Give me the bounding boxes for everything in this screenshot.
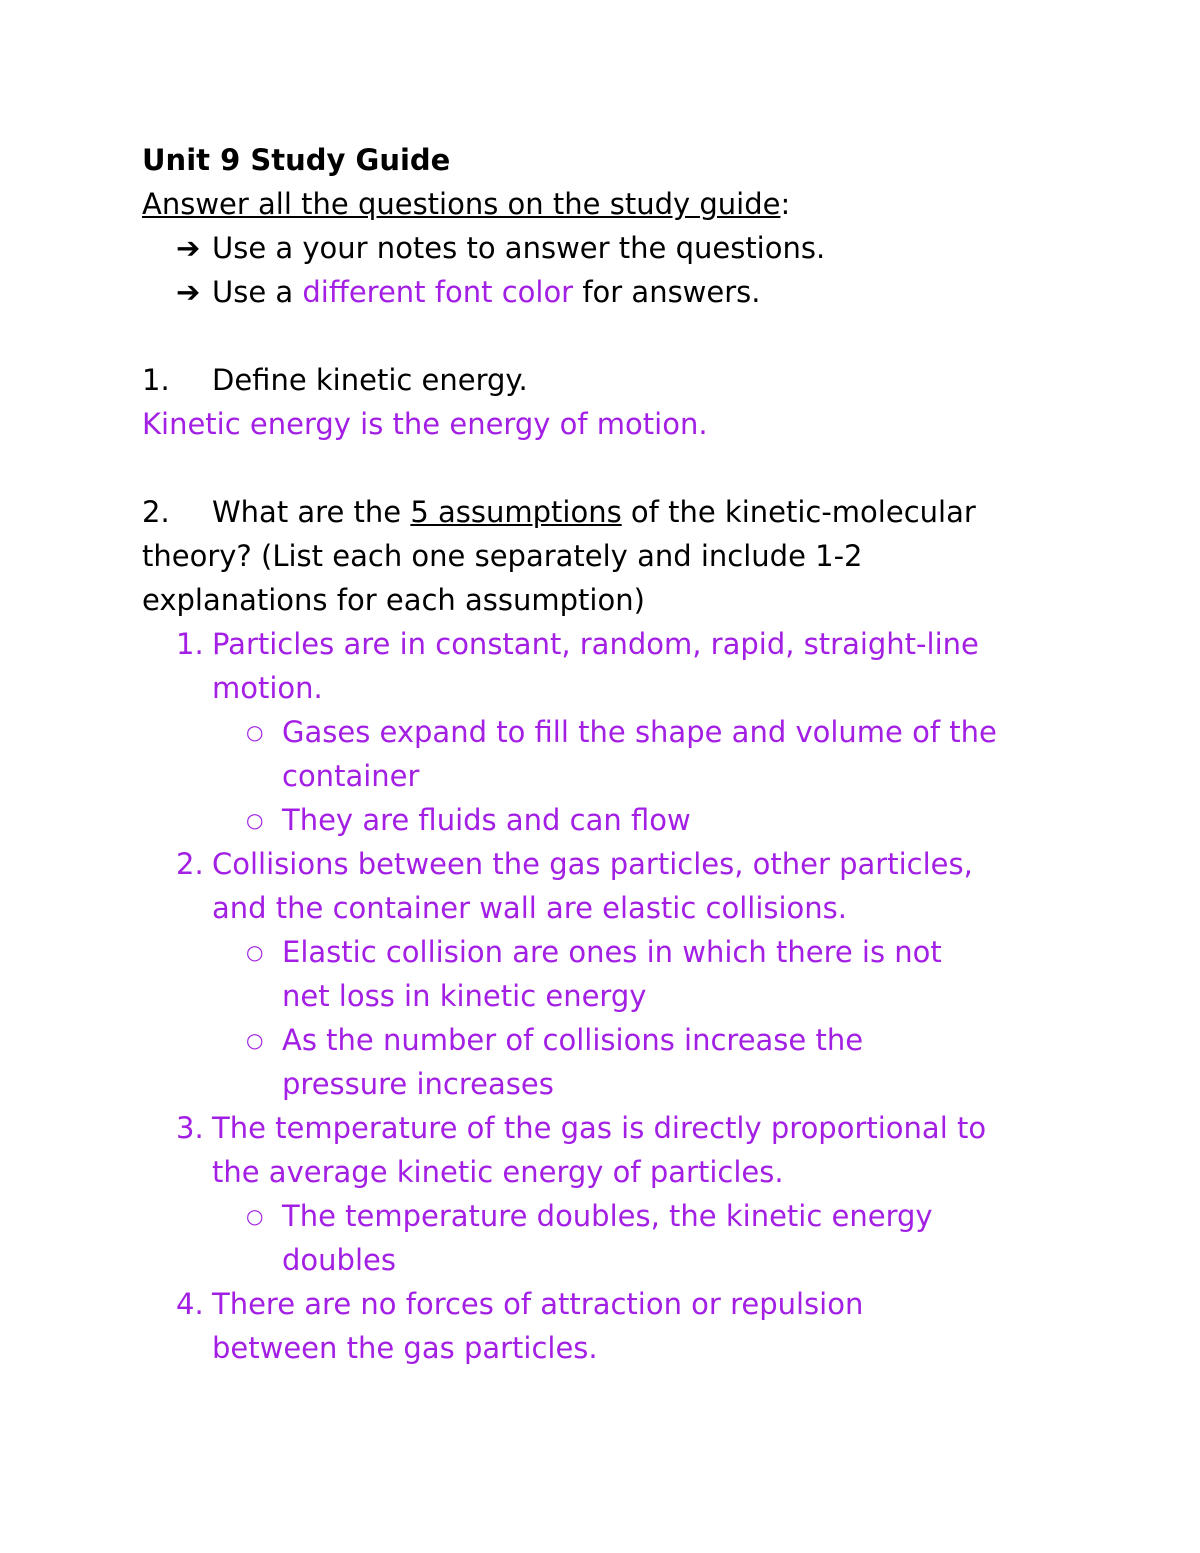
answer-1: Kinetic energy is the energy of motion. <box>142 407 708 441</box>
circle-bullet-icon: ○ <box>246 1028 264 1052</box>
instruction-bullet-prefix: Use a <box>212 275 303 309</box>
assumption-number: 2. <box>176 847 204 881</box>
question-2 <box>142 490 1082 534</box>
explanation-text: container <box>282 759 420 793</box>
assumption-line <box>142 1106 1082 1150</box>
question-number: 2. <box>142 495 170 529</box>
assumption-text: motion. <box>212 671 323 705</box>
instruction-colored-text: different font color <box>302 275 574 309</box>
circle-bullet-icon: ○ <box>246 808 264 832</box>
question-text-before: What are the <box>212 495 411 529</box>
instruction-bullet <box>142 226 1082 270</box>
instruction-bullet <box>142 270 1082 314</box>
explanation-line <box>142 1238 1082 1282</box>
explanation-text: pressure increases <box>282 1067 554 1101</box>
instruction-bullet-suffix: for answers. <box>573 275 761 309</box>
question-text-after: of the kinetic-molecular <box>621 495 976 529</box>
question-text: Define kinetic energy. <box>212 363 528 397</box>
explanation-line <box>142 798 1082 842</box>
assumption-line <box>142 1326 1082 1370</box>
assumption-number: 3. <box>176 1111 204 1145</box>
arrow-icon: ➔ <box>176 231 201 265</box>
instructions-colon: : <box>780 187 791 221</box>
explanation-line <box>142 930 1082 974</box>
explanation-text: doubles <box>282 1243 396 1277</box>
explanation-line <box>142 754 1082 798</box>
assumption-text: Particles are in constant, random, rapid, straight-line <box>212 627 979 661</box>
circle-bullet-icon: ○ <box>246 940 264 964</box>
assumption-text: and the container wall are elastic collisions. <box>212 891 847 925</box>
explanation-line <box>142 710 1082 754</box>
assumption-line <box>142 622 1082 666</box>
explanation-text: The temperature doubles, the kinetic energy <box>282 1199 933 1233</box>
assumption-text: There are no forces of attraction or repulsion <box>212 1287 864 1321</box>
assumption-line <box>142 1282 1082 1326</box>
question-2-line3: explanations for each assumption) <box>142 583 645 617</box>
explanation-text: net loss in kinetic energy <box>282 979 647 1013</box>
document-title: Unit 9 Study Guide <box>142 143 451 177</box>
circle-bullet-icon: ○ <box>246 720 264 744</box>
instruction-bullet-text: Use a your notes to answer the questions. <box>212 231 826 265</box>
assumption-item <box>142 842 1082 1106</box>
explanation-text: Elastic collision are ones in which there is not <box>282 935 942 969</box>
instructions-line <box>142 182 1082 226</box>
question-1 <box>142 358 1082 402</box>
explanation-text: As the number of collisions increase the <box>282 1023 864 1057</box>
assumption-item <box>142 1282 1082 1370</box>
explanation-text: They are fluids and can flow <box>282 803 691 837</box>
document-page <box>142 138 1082 1370</box>
explanation-line <box>142 1194 1082 1238</box>
question-underlined: 5 assumptions <box>410 495 622 529</box>
blank-line <box>142 314 1082 358</box>
question-2-line2: theory? (List each one separately and include 1-2 <box>142 539 863 573</box>
assumption-text: the average kinetic energy of particles. <box>212 1155 784 1189</box>
assumption-item <box>142 622 1082 842</box>
assumption-line <box>142 666 1082 710</box>
assumption-line <box>142 842 1082 886</box>
explanation-text: Gases expand to fill the shape and volume of the <box>282 715 997 749</box>
explanation-line <box>142 974 1082 1018</box>
assumption-text: between the gas particles. <box>212 1331 598 1365</box>
explanation-line <box>142 1018 1082 1062</box>
assumption-text: The temperature of the gas is directly proportional to <box>212 1111 987 1145</box>
assumption-text: Collisions between the gas particles, other particles, <box>212 847 973 881</box>
blank-line <box>142 446 1082 490</box>
assumption-line <box>142 1150 1082 1194</box>
assumption-number: 4. <box>176 1287 204 1321</box>
assumption-item <box>142 1106 1082 1282</box>
explanation-line <box>142 1062 1082 1106</box>
assumption-line <box>142 886 1082 930</box>
arrow-icon: ➔ <box>176 275 201 309</box>
circle-bullet-icon: ○ <box>246 1204 264 1228</box>
question-number: 1. <box>142 363 170 397</box>
assumption-number: 1. <box>176 627 204 661</box>
instructions-text: Answer all the questions on the study guide <box>142 187 781 221</box>
